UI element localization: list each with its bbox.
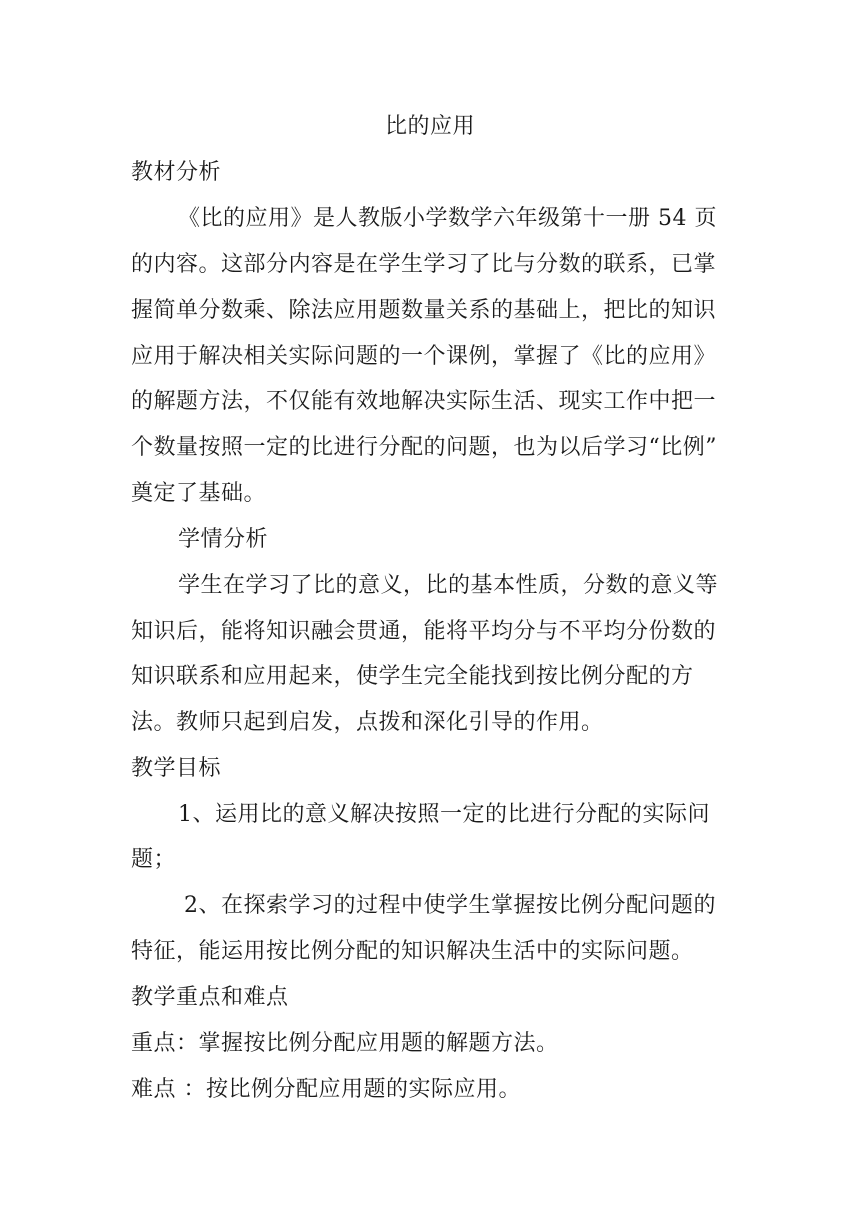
section-heading-teaching-goals: 教学目标 [131,756,222,781]
paragraph-line: 奠定了基础。 [131,481,267,506]
paragraph-line: 《比的应用》是人教版小学数学六年级第十一册 54 页 [178,206,717,231]
goal-line: 2、在探索学习的过程中使学生掌握按比例分配问题的 [184,893,716,918]
goal-line: 题； [131,847,177,872]
paragraph-line: 握简单分数乘、除法应用题数量关系的基础上，把比的知识 [131,298,717,323]
difficulty-line: 难点 ：按比例分配应用题的实际应用。 [131,1077,521,1102]
paragraph-line: 的解题方法，不仅能有效地解决实际生活、现实工作中把一 [131,389,717,414]
document-title: 比的应用 [384,114,475,139]
section-heading-student-analysis: 学情分析 [178,527,269,552]
paragraph-line: 个数量按照一定的比进行分配的问题，也为以后学习“比例” [131,435,717,460]
paragraph-line: 的内容。这部分内容是在学生学习了比与分数的联系，已掌 [131,252,717,277]
goal-line: 特征，能运用按比例分配的知识解决生活中的实际问题。 [131,939,694,964]
section-heading-textbook-analysis: 教材分析 [131,160,222,185]
goal-line: 1、运用比的意义解决按照一定的比进行分配的实际问 [178,802,710,827]
paragraph-line: 学生在学习了比的意义，比的基本性质，分数的意义等 [178,573,719,598]
paragraph-line: 知识后，能将知识融会贯通，能将平均分与不平均分份数的 [131,619,717,644]
key-point-line: 重点：掌握按比例分配应用题的解题方法。 [131,1031,559,1056]
paragraph-line: 应用于解决相关实际问题的一个课例，掌握了《比的应用》 [131,344,717,369]
section-heading-key-points: 教学重点和难点 [131,985,289,1010]
paragraph-line: 知识联系和应用起来，使学生完全能找到按比例分配的方 [131,664,694,689]
paragraph-line: 法。教师只起到启发，点拨和深化引导的作用。 [131,710,604,735]
